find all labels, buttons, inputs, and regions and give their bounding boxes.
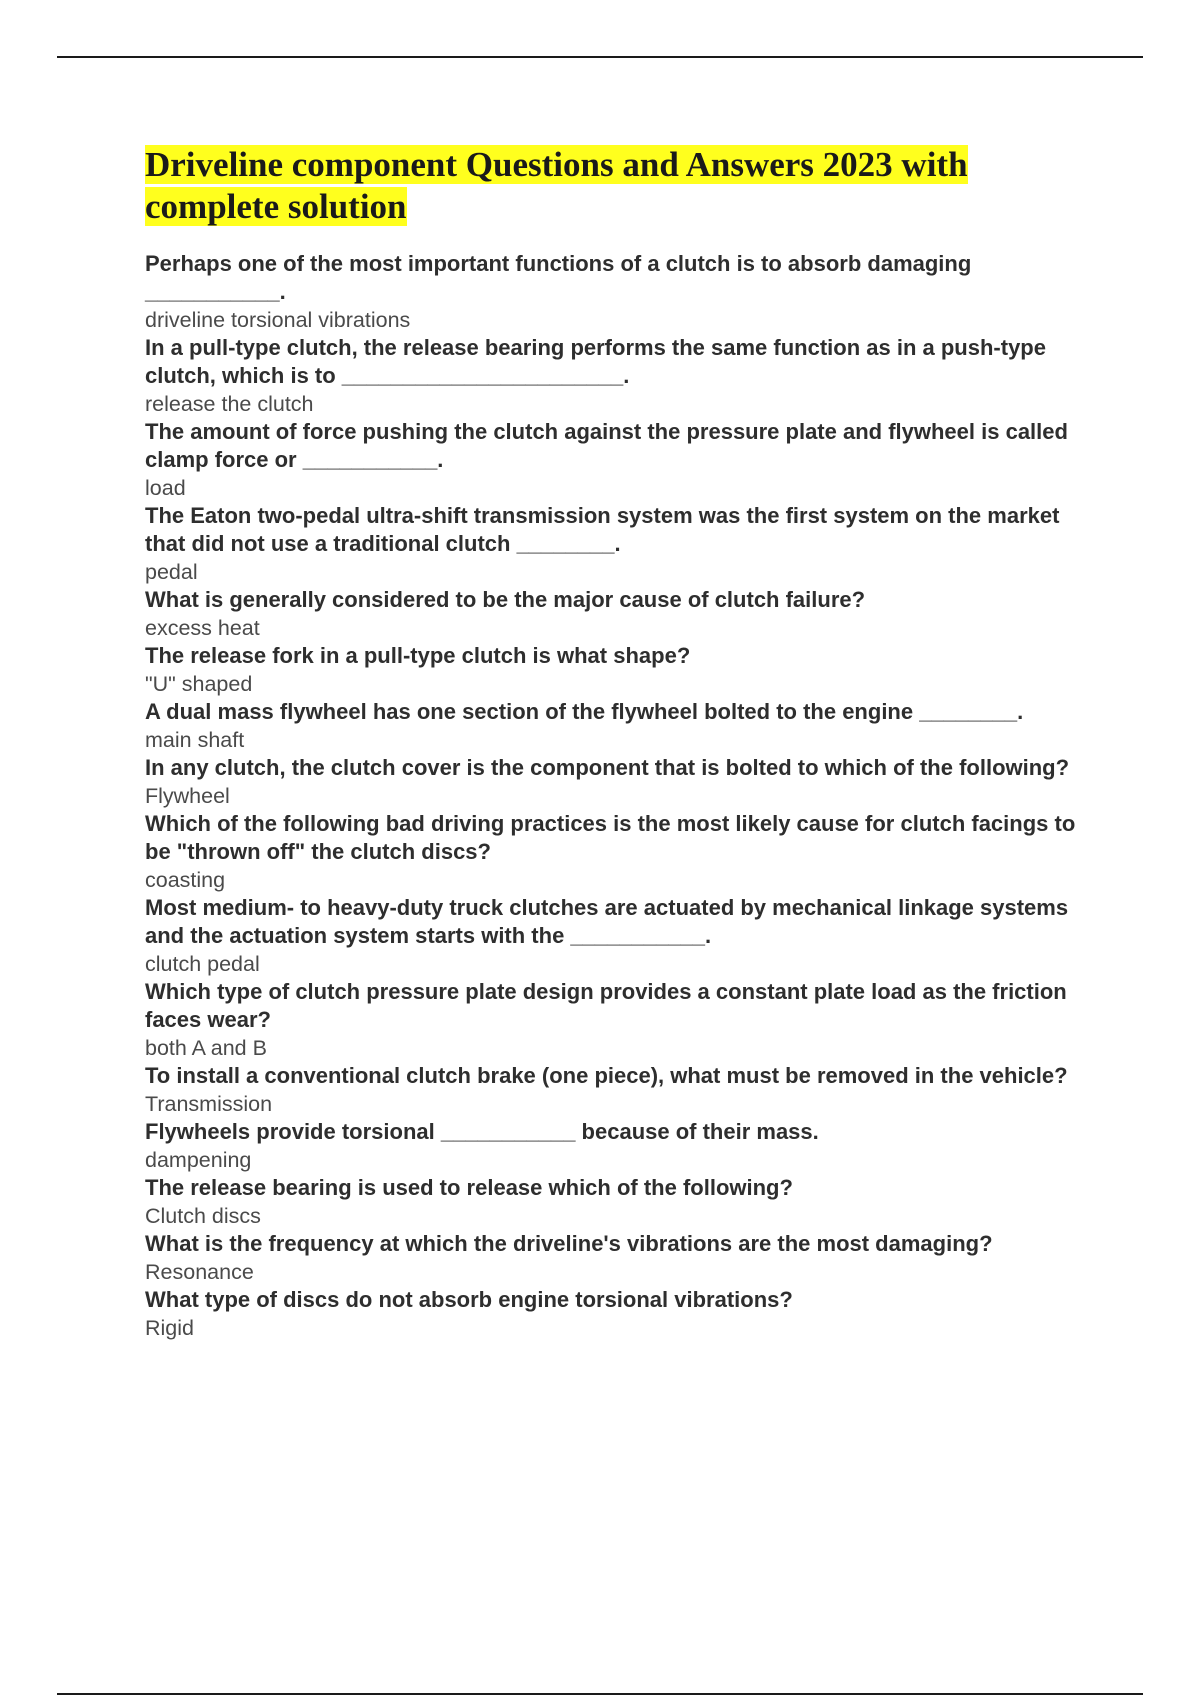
qa-item	[145, 1230, 1105, 1286]
answer-text: "U" shaped	[145, 672, 253, 696]
qa-item	[145, 1174, 1105, 1230]
answer-text: dampening	[145, 1148, 252, 1172]
answer-text: release the clutch	[145, 392, 314, 416]
document-title	[145, 144, 1105, 228]
document-body	[145, 144, 1105, 1342]
answer-text: Transmission	[145, 1092, 273, 1116]
answer-text: Resonance	[145, 1260, 254, 1284]
qa-item	[145, 1286, 1105, 1342]
question-text: What is generally considered to be the major cause of clutch failure?	[145, 587, 866, 612]
question-text: The release bearing is used to release which of the following?	[145, 1175, 793, 1200]
question-text: What type of discs do not absorb engine torsional vibrations?	[145, 1287, 793, 1312]
qa-item	[145, 894, 1105, 978]
answer-text: coasting	[145, 868, 226, 892]
qa-item	[145, 1062, 1105, 1118]
question-text: Which type of clutch pressure plate design provides a constant plate load as the friction faces wear?	[145, 979, 1073, 1032]
question-text: In any clutch, the clutch cover is the component that is bolted to which of the following?	[145, 755, 1070, 780]
top-rule	[57, 56, 1143, 58]
question-text: The amount of force pushing the clutch against the pressure plate and flywheel is called clamp force or ___________.	[145, 419, 1075, 472]
answer-text: Flywheel	[145, 784, 230, 808]
question-text: Which of the following bad driving practices is the most likely cause for clutch facings to be "thrown off" the clutch discs?	[145, 811, 1082, 864]
qa-item	[145, 418, 1105, 502]
question-text: The release fork in a pull-type clutch is what shape?	[145, 643, 691, 668]
answer-text: excess heat	[145, 616, 260, 640]
qa-item	[145, 502, 1105, 586]
question-text: Most medium- to heavy-duty truck clutches are actuated by mechanical linkage systems and the actuation system starts with the ___________.	[145, 895, 1075, 948]
answer-text: driveline torsional vibrations	[145, 308, 411, 332]
question-text: In a pull-type clutch, the release bearing performs the same function as in a push-type clutch, which is to _______________________.	[145, 335, 1053, 388]
qa-item	[145, 586, 1105, 642]
question-text: The Eaton two-pedal ultra-shift transmission system was the first system on the market that did not use a traditional clutch ________.	[145, 503, 1066, 556]
document-title-text: Driveline component Questions and Answers 2023 with complete solution	[145, 145, 968, 226]
answer-text: load	[145, 476, 186, 500]
question-text: What is the frequency at which the driveline's vibrations are the most damaging?	[145, 1231, 993, 1256]
qa-item	[145, 810, 1105, 894]
answer-text: Clutch discs	[145, 1204, 261, 1228]
question-text: To install a conventional clutch brake (one piece), what must be removed in the vehicle?	[145, 1063, 1068, 1088]
qa-item	[145, 334, 1105, 418]
qa-item	[145, 1118, 1105, 1174]
qa-item	[145, 698, 1105, 754]
answer-text: both A and B	[145, 1036, 267, 1060]
bottom-rule	[57, 1693, 1143, 1695]
answer-text: Rigid	[145, 1316, 194, 1340]
answer-text: clutch pedal	[145, 952, 260, 976]
qa-item	[145, 754, 1105, 810]
question-text: A dual mass flywheel has one section of the flywheel bolted to the engine ________.	[145, 699, 1024, 724]
qa-item	[145, 978, 1105, 1062]
question-text: Flywheels provide torsional ___________ because of their mass.	[145, 1119, 819, 1144]
qa-item	[145, 250, 1105, 334]
answer-text: pedal	[145, 560, 198, 584]
qa-item	[145, 642, 1105, 698]
answer-text: main shaft	[145, 728, 245, 752]
question-text: Perhaps one of the most important functions of a clutch is to absorb damaging ___________.	[145, 251, 978, 304]
